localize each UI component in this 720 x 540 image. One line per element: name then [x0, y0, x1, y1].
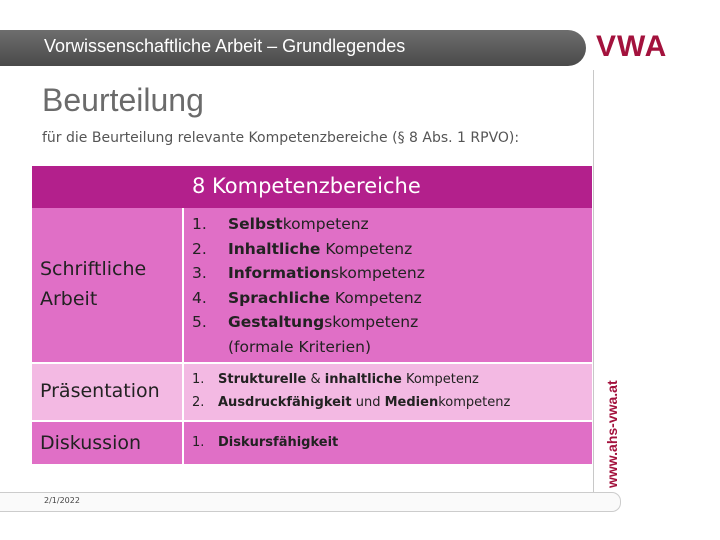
list-item: 4. Sprachliche Kompetenz	[192, 288, 422, 307]
row-label: Präsentation	[40, 380, 160, 402]
list-item: 2. Ausdruckfähigkeit und Medienkompetenz	[192, 395, 511, 410]
list-item: 5. Gestaltungskompetenz	[192, 313, 419, 331]
column-divider	[182, 208, 184, 464]
competence-list	[192, 212, 425, 359]
table-header-label: 8 Kompetenzbereiche	[192, 174, 421, 198]
row-label	[40, 254, 146, 314]
table-row-praesentation	[32, 364, 592, 420]
header-title: Vorwissenschaftliche Arbeit – Grundlegendes	[44, 36, 406, 56]
list-item: 1. Selbstkompetenz	[192, 215, 369, 233]
list-item: 2. Inhaltliche Kompetenz	[192, 239, 413, 258]
list-note: (formale Kriterien)	[228, 337, 371, 356]
row-label: Diskussion	[40, 432, 142, 454]
subtitle: für die Beurteilung relevante Kompetenzbereiche (§ 8 Abs. 1 RPVO):	[42, 130, 520, 146]
page-title: Beurteilung	[42, 82, 204, 118]
table-row-schriftliche-arbeit	[32, 208, 592, 362]
list-item: 1. Strukturelle & inhaltliche Kompetenz	[192, 372, 479, 387]
competence-list	[192, 368, 510, 414]
row-label-line: Schriftliche	[40, 258, 147, 280]
side-divider	[593, 70, 594, 510]
footer-bar	[0, 492, 621, 512]
list-item: 1. Diskursfähigkeit	[192, 435, 339, 450]
competence-list	[192, 431, 338, 454]
competence-table	[32, 166, 592, 464]
list-item: 3. Informationskompetenz	[192, 264, 425, 282]
table-header	[32, 166, 592, 208]
row-label-line: Arbeit	[40, 288, 98, 310]
footer-date: 2/1/2022	[44, 496, 80, 505]
side-url: www.ahs-vwa.at	[604, 380, 620, 488]
table-row-diskussion	[32, 422, 592, 464]
vwa-logo: VWA	[596, 30, 668, 63]
